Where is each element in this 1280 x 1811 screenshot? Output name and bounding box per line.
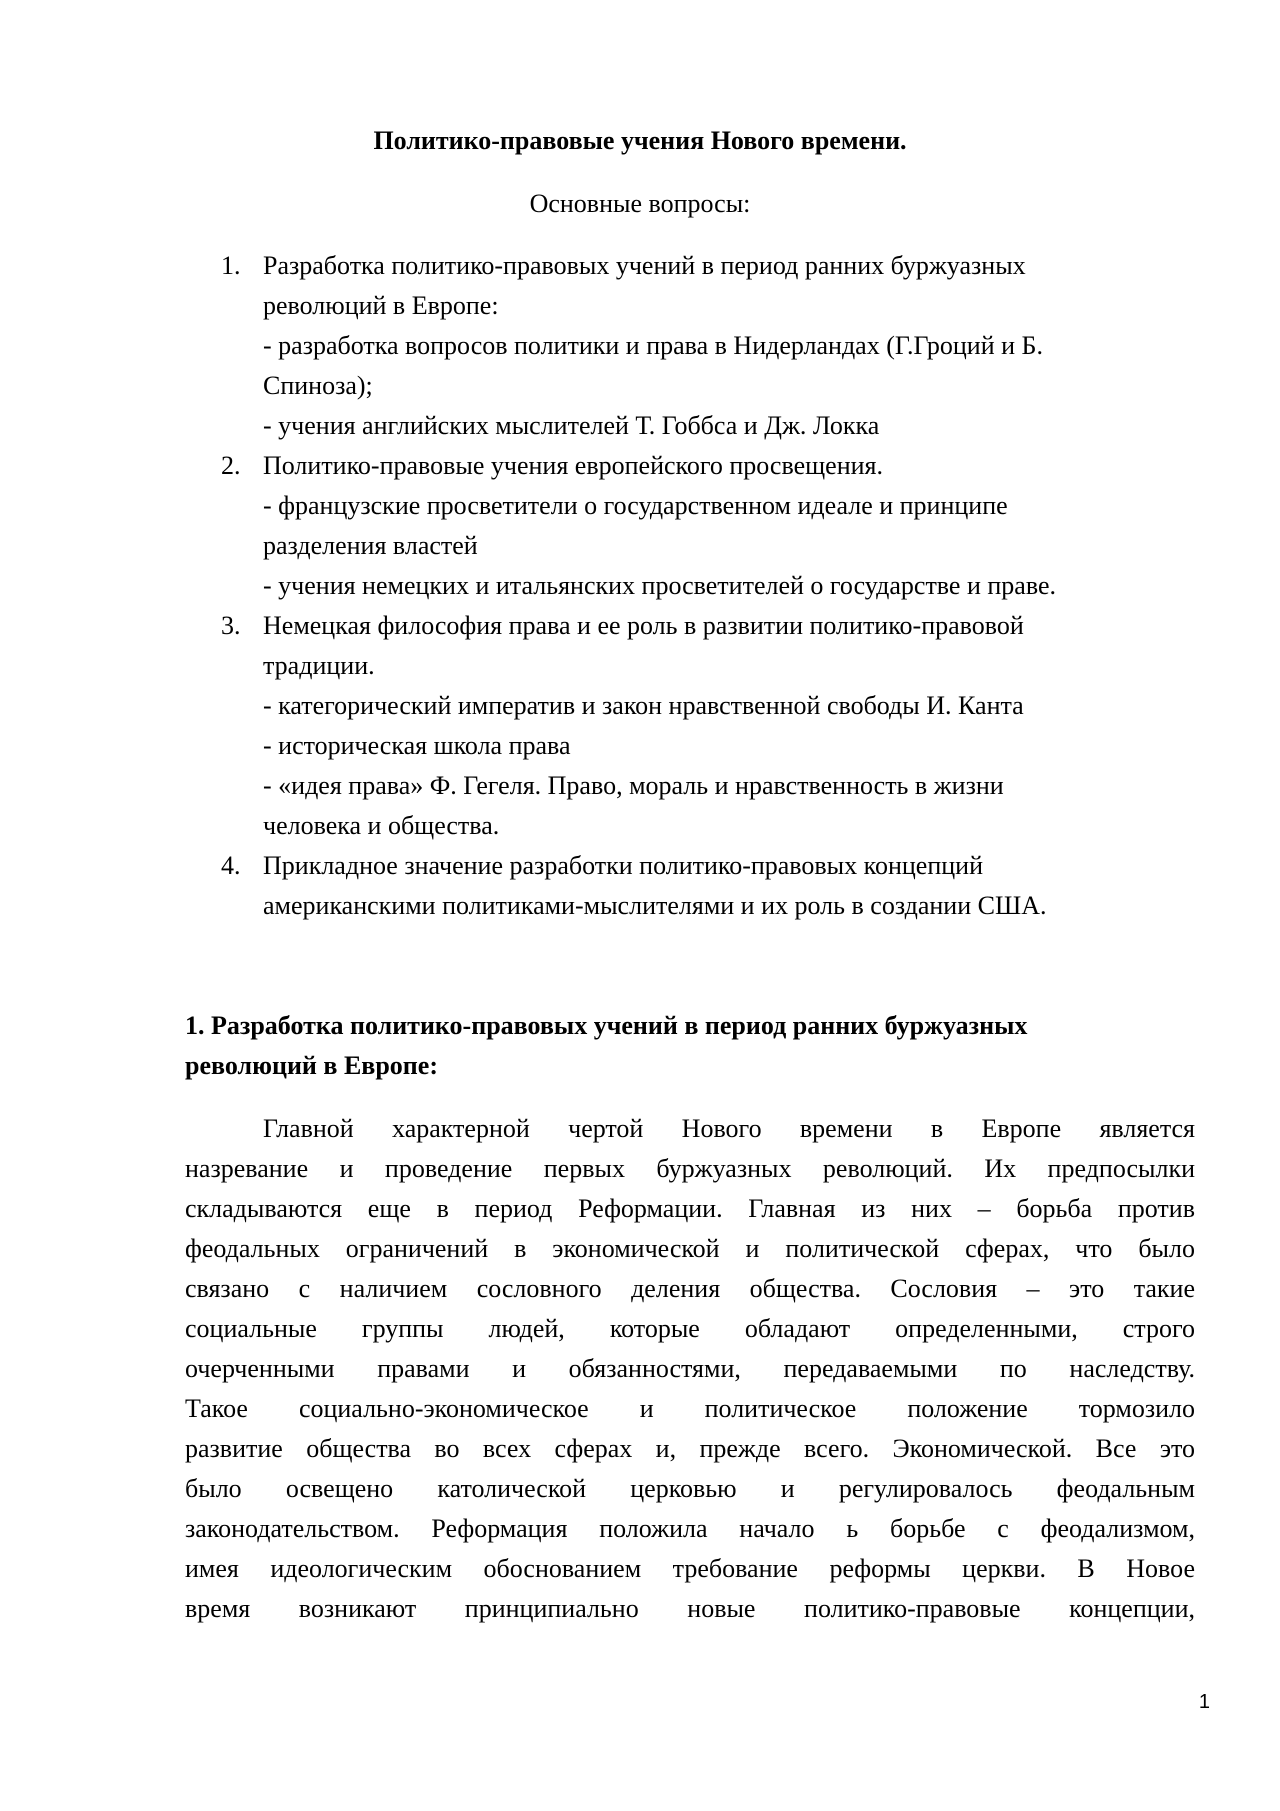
question-line: - учения немецких и итальянских просветителей о государстве и праве. (263, 571, 1056, 600)
body-line: очерченными правами и обязанностями, передаваемыми по наследству. (185, 1354, 1195, 1383)
body-line: социальные группы людей, которые обладают определенными, строго (185, 1314, 1195, 1343)
question-item (221, 606, 1191, 846)
question-line: Политико-правовые учения европейского просвещения. (263, 451, 883, 480)
section-heading-line: 1. Разработка политико-правовых учений в период ранних буржуазных (185, 1011, 1028, 1040)
question-line: Разработка политико-правовых учений в период ранних буржуазных (263, 251, 1026, 280)
question-number: 1. (221, 251, 241, 280)
question-line: человека и общества. (263, 811, 500, 840)
document-title: Политико-правовые учения Нового времени. (373, 126, 907, 155)
question-number: 4. (221, 851, 241, 880)
question-line: - французские просветители о государственном идеале и принципе (263, 491, 1008, 520)
body-line: феодальных ограничений в экономической и политической сферах, что было (185, 1234, 1195, 1263)
body-line: назревание и проведение первых буржуазных революций. Их предпосылки (185, 1154, 1195, 1183)
body-line: законодательством. Реформация положила начало ь борьбе с феодализмом, (185, 1514, 1195, 1543)
page-number: 1 (1198, 1691, 1210, 1713)
body-line: Главной характерной чертой Нового времени в Европе является (263, 1114, 1195, 1143)
document-subtitle: Основные вопросы: (529, 189, 751, 218)
question-number: 3. (221, 611, 241, 640)
body-line: связано с наличием сословного деления общества. Сословия – это такие (185, 1274, 1195, 1303)
question-number: 2. (221, 451, 241, 480)
body-line: имея идеологическим обоснованием требование реформы церкви. В Новое (185, 1554, 1195, 1583)
body-line: Такое социально-экономическое и политическое положение тормозило (185, 1394, 1195, 1423)
section-heading-line: революций в Европе: (185, 1051, 438, 1080)
question-line: Прикладное значение разработки политико-правовых концепций (263, 851, 983, 880)
question-item (221, 446, 1191, 606)
question-line: - историческая школа права (263, 731, 571, 760)
body-line: развитие общества во всех сферах и, прежде всего. Экономической. Все это (185, 1434, 1195, 1463)
body-line: время возникают принципиально новые политико-правовые концепции, (185, 1594, 1195, 1623)
question-line: - «идея права» Ф. Гегеля. Право, мораль и нравственность в жизни (263, 771, 1004, 800)
body-line: складываются еще в период Реформации. Главная из них – борьба против (185, 1194, 1195, 1223)
question-line: - учения английских мыслителей Т. Гоббса и Дж. Локка (263, 411, 880, 440)
question-line: - категорический императив и закон нравственной свободы И. Канта (263, 691, 1024, 720)
question-line: Немецкая философия права и ее роль в развитии политико-правовой (263, 611, 1024, 640)
question-item (221, 846, 1191, 926)
question-line: традиции. (263, 651, 375, 680)
question-item (221, 246, 1191, 446)
body-line: было освещено католической церковью и регулировалось феодальным (185, 1474, 1195, 1503)
question-line: - разработка вопросов политики и права в Нидерландах (Г.Гроций и Б. (263, 331, 1043, 360)
question-line: разделения властей (263, 531, 478, 560)
section-heading (185, 1006, 1195, 1086)
question-line: революций в Европе: (263, 291, 499, 320)
question-line: Спиноза); (263, 371, 373, 400)
body-paragraph (185, 1109, 1195, 1629)
questions-list (221, 246, 1191, 926)
question-line: американскими политиками-мыслителями и их роль в создании США. (263, 891, 1047, 920)
